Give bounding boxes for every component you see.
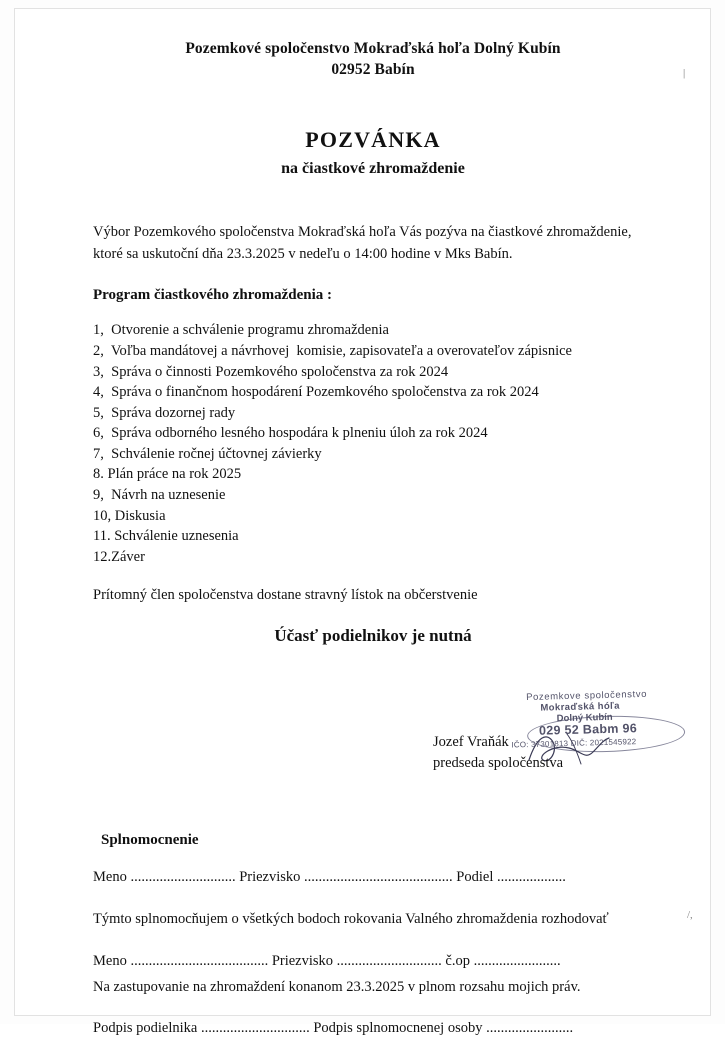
list-item: 10, Diskusia [93,507,166,524]
scan-mark-bottom-right: /, [687,909,693,921]
organization-address: 02952 Babín [331,60,415,78]
list-item: 8. Plán práce na rok 2025 [93,466,242,483]
list-item: 1, Otvorenie a schválenie programu zhromaždenia [93,322,389,339]
list-item: 9, Návrh na uznesenie [93,486,226,503]
proxy-statement: Týmto splnomocňujem o všetkých bodoch rokovania Valného zhromaždenia rozhodovať [93,911,609,928]
proxy-scope-note: Na zastupovanie na zhromaždení konanom 23.3.2025 v plnom rozsahu mojich práv. [93,978,581,995]
list-item: 5, Správa dozornej rady [93,404,236,421]
list-item: 2, Voľba mandátovej a návrhovej komisie, zapisovateľa a overovateľov zápisnice [93,342,572,359]
program-list [93,320,653,567]
organization-header [93,39,653,81]
proxy-field-row-1: Meno ............................. Priezvisko ......................................... Podiel ................... [93,869,566,886]
list-item: 6, Správa odborného lesného hospodára k plneniu úloh za rok 2024 [93,425,488,442]
list-item: 7, Schválenie ročnej účtovnej závierky [93,445,322,462]
proxy-field-row-2: Meno ...................................... Priezvisko ............................. č.op ........................ [93,952,561,969]
signatory-role: predseda spoločenstva [433,755,564,772]
list-item: 12.Záver [93,548,145,565]
list-item: 4, Správa o finančnom hospodárení Pozemkového spoločenstva za rok 2024 [93,384,539,401]
paper-sheet [14,8,711,1037]
list-item: 11. Schválenie uznesenia [93,528,239,545]
organization-name: Pozemkové spoločenstvo Mokraďská hoľa Dolný Kubín [185,40,561,57]
stamp-line-2: Mokraďská hóľa [540,700,621,714]
attendance-notice: Účasť podielnikov je nutná [274,626,472,646]
title-block [93,127,653,178]
program-heading: Program čiastkového zhromaždenia : [93,287,332,304]
invitation-paragraph: Výbor Pozemkového spoločenstva Mokraďská hoľa Vás pozýva na čiastkové zhromaždenie, ktoré sa uskutoční dňa 23.3.2025 v nedeľu o 14:00 hodine v Mks Babín. [93,223,632,262]
signatory-name: Jozef Vraňák [433,734,509,751]
document-title: POZVÁNKA [305,126,441,152]
signature-area [93,690,653,786]
document-content [93,31,653,1040]
proxy-signature-row: Podpis podielnika .............................. Podpis splnomocnenej osoby ........................ [93,1020,574,1037]
signature-block [433,732,563,774]
proxy-heading: Splnomocnenie [101,832,199,849]
stamp-line-1: Pozemkove spoločenstvo [526,689,648,704]
scan-mark-top-right: | [683,67,686,79]
document-subtitle: na čiastkové zhromaždenie [281,159,465,177]
stamp-line-4: 029 52 Babm 96 [538,721,638,739]
refreshment-note: Prítomný člen spoločenstva dostane stravný lístok na občerstvenie [93,587,478,604]
stamp-line-5: IČO: 37301813 DIČ: 2021545922 [511,737,637,750]
list-item: 3, Správa o činnosti Pozemkového spoločenstva za rok 2024 [93,363,449,380]
stamp-line-3: Dolný Kubín [556,712,613,725]
